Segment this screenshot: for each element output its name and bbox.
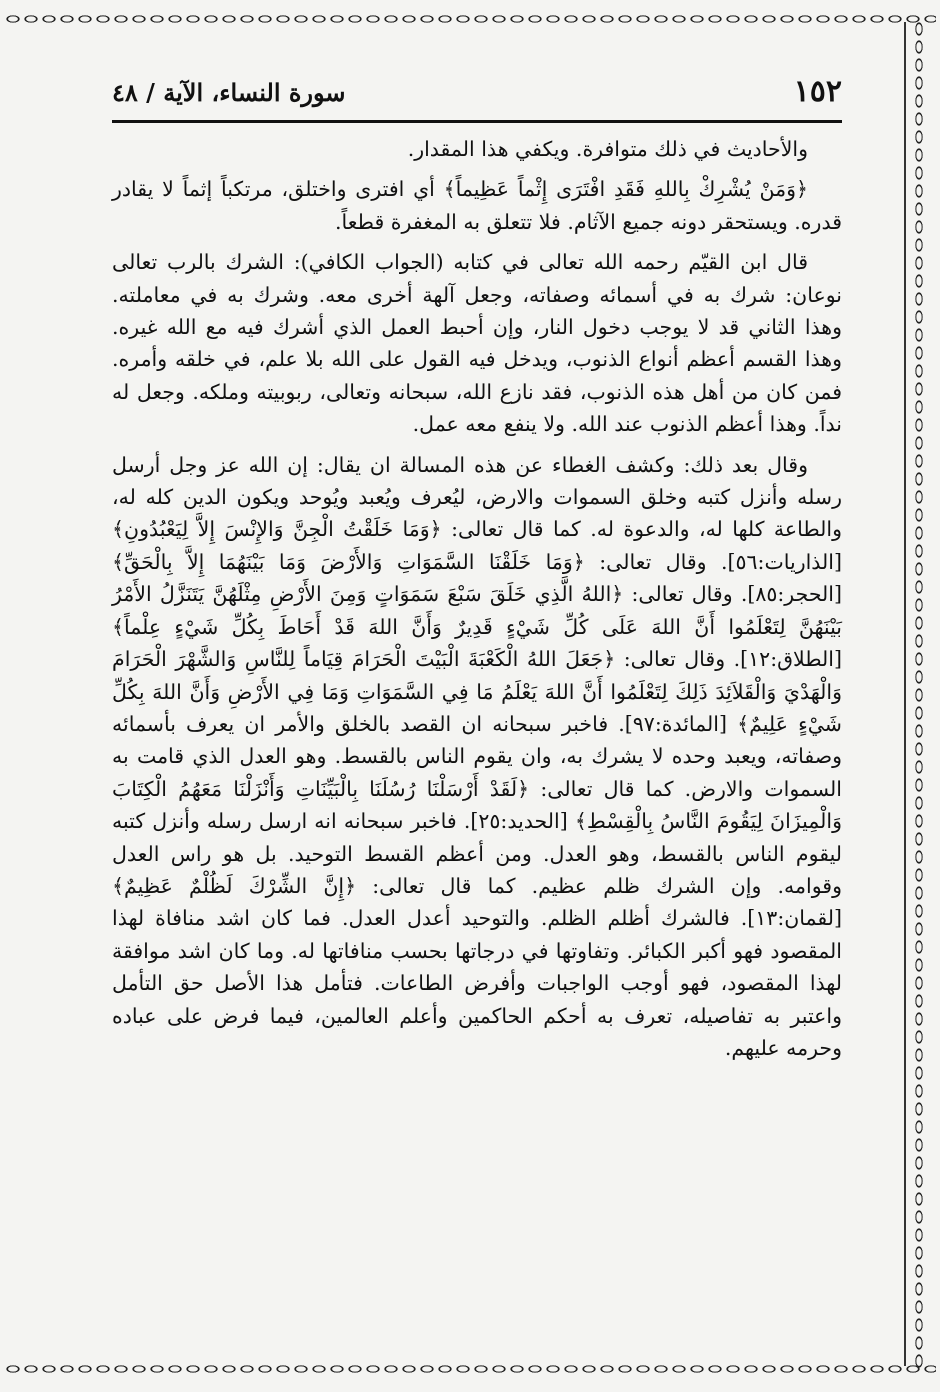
page-header — [112, 64, 842, 123]
paragraph: والأحاديث في ذلك متوافرة. ويكفي هذا المقدار. — [407, 137, 808, 161]
running-title: سورة النساء، الآية / ٤٨ — [112, 78, 346, 107]
paragraph: ﴿وَمَنْ يُشْرِكْ بِاللهِ فَقَدِ افْتَرَى إِثْماً عَظِيماً﴾ أي افترى واختلق، مرتكباً إثماً لا يقادر قدره. ويستحقر دونه جميع الآثام. فلا تتعلق به المغفرة قطعاً. — [112, 177, 842, 234]
border-rule — [904, 22, 906, 1366]
page-number: ١٥٢ — [793, 74, 842, 109]
paragraph: وقال بعد ذلك: وكشف الغطاء عن هذه المسالة ان يقال: إن الله عز وجل أرسل رسله وأنزل كتبه وخلق السموات والارض، ليُعرف ويُعبد ويُوحد ويكون الدين كله له، والطاعة كلها له، والدعوة له. كما قال تعالى: ﴿وَمَا خَلَقْتُ الْجِنَّ وَالإِنْسَ إِلاَّ لِيَعْبُدُونِ﴾ [الذاريات:٥٦]. وقال تعالى: ﴿وَمَا خَلَقْنَا السَّمَوَاتِ وَالأَرْضَ وَمَا بَيْنَهُمَا إِلاَّ بِالْحَقِّ﴾ [الحجر:٨٥]. وقال تعالى: ﴿اللهُ الَّذِي خَلَقَ سَبْعَ سَمَوَاتٍ وَمِنَ الأَرْضِ مِثْلَهُنَّ يَتَنَزَّلُ الأَمْرُ بَيْنَهُنَّ لِتَعْلَمُوا أَنَّ اللهَ عَلَى كُلِّ شَيْءٍ قَدِيرٌ وَأَنَّ اللهَ قَدْ أَحَاطَ بِكُلِّ شَيْءٍ عِلْماً﴾ [الطلاق:١٢]. وقال تعالى: ﴿جَعَلَ اللهُ الْكَعْبَةَ الْبَيْتَ الْحَرَامَ قِيَاماً لِلنَّاسِ وَالشَّهْرَ الْحَرَامَ وَالْهَدْيَ وَالْقَلاَئِدَ ذَلِكَ لِتَعْلَمُوا أَنَّ اللهَ يَعْلَمُ مَا فِي السَّمَوَاتِ وَمَا فِي الأَرْضِ وَأَنَّ اللهَ بِكُلِّ شَيْءٍ عَلِيمٌ﴾ [المائدة:٩٧]. فاخبر سبحانه ان القصد بالخلق والأمر ان يعرف بأسمائه وصفاته، ويعبد وحده لا يشرك به، وان يقوم الناس بالقسط. وهو العدل الذي قامت به السموات والارض. كما قال تعالى: ﴿لَقَدْ أَرْسَلْنَا رُسُلَنَا بِالْبَيِّنَاتِ وَأَنْزَلْنَا مَعَهُمُ الْكِتَابَ وَالْمِيزَانَ لِيَقُومَ النَّاسُ بِالْقِسْطِ﴾ [الحديد:٢٥]. فاخبر سبحانه انه ارسل رسله وأنزل كتبه ليقوم الناس بالقسط، وهو العدل. ومن أعظم القسط التوحيد. بل هو راس العدل وقوامه. وإن الشرك ظلم عظيم. كما قال تعالى: ﴿إِنَّ الشِّرْكَ لَظُلْمٌ عَظِيمٌ﴾ [لقمان:١٣]. فالشرك أظلم الظلم. والتوحيد أعدل العدل. فما كان اشد منافاة لهذا المقصود فهو أكبر الكبائر. وتفاوتها في درجاتها بحسب منافاتها له. وما كان اشد موافقة لهذا المقصود، فهو أوجب الواجبات وأفرض الطاعات. فتأمل هذا الأصل حق التأمل واعتبر به تفاصيله، تعرف به أحكم الحاكمين وأعلم العالمين، فيما فرض على عباده وحرمه عليهم. — [112, 452, 842, 1060]
page-body — [112, 133, 842, 1064]
chain-border-bottom — [4, 1358, 936, 1380]
book-page — [112, 64, 842, 1342]
chain-border-right — [908, 20, 930, 1368]
paragraph: قال ابن القيّم رحمه الله تعالى في كتابه (الجواب الكافي): الشرك بالرب تعالى نوعان: شرك به في أسمائه وصفاته، وجعل آلهة أخرى معه. وشرك به في معاملته. وهذا الثاني قد لا يوجب دخول النار، وإن أحبط العمل الذي أشرك فيه مع الله غيره. وهذا القسم أعظم أنواع الذنوب، ويدخل فيه القول على الله بلا علم، في خلقه وأمره. فمن كان من أهل هذه الذنوب، فقد نازع الله، سبحانه وتعالى، ربوبيته وملكه. وجعل له نداً. وهذا أعظم الذنوب عند الله. ولا ينفع معه عمل. — [112, 250, 842, 437]
chain-border-top — [4, 8, 936, 30]
